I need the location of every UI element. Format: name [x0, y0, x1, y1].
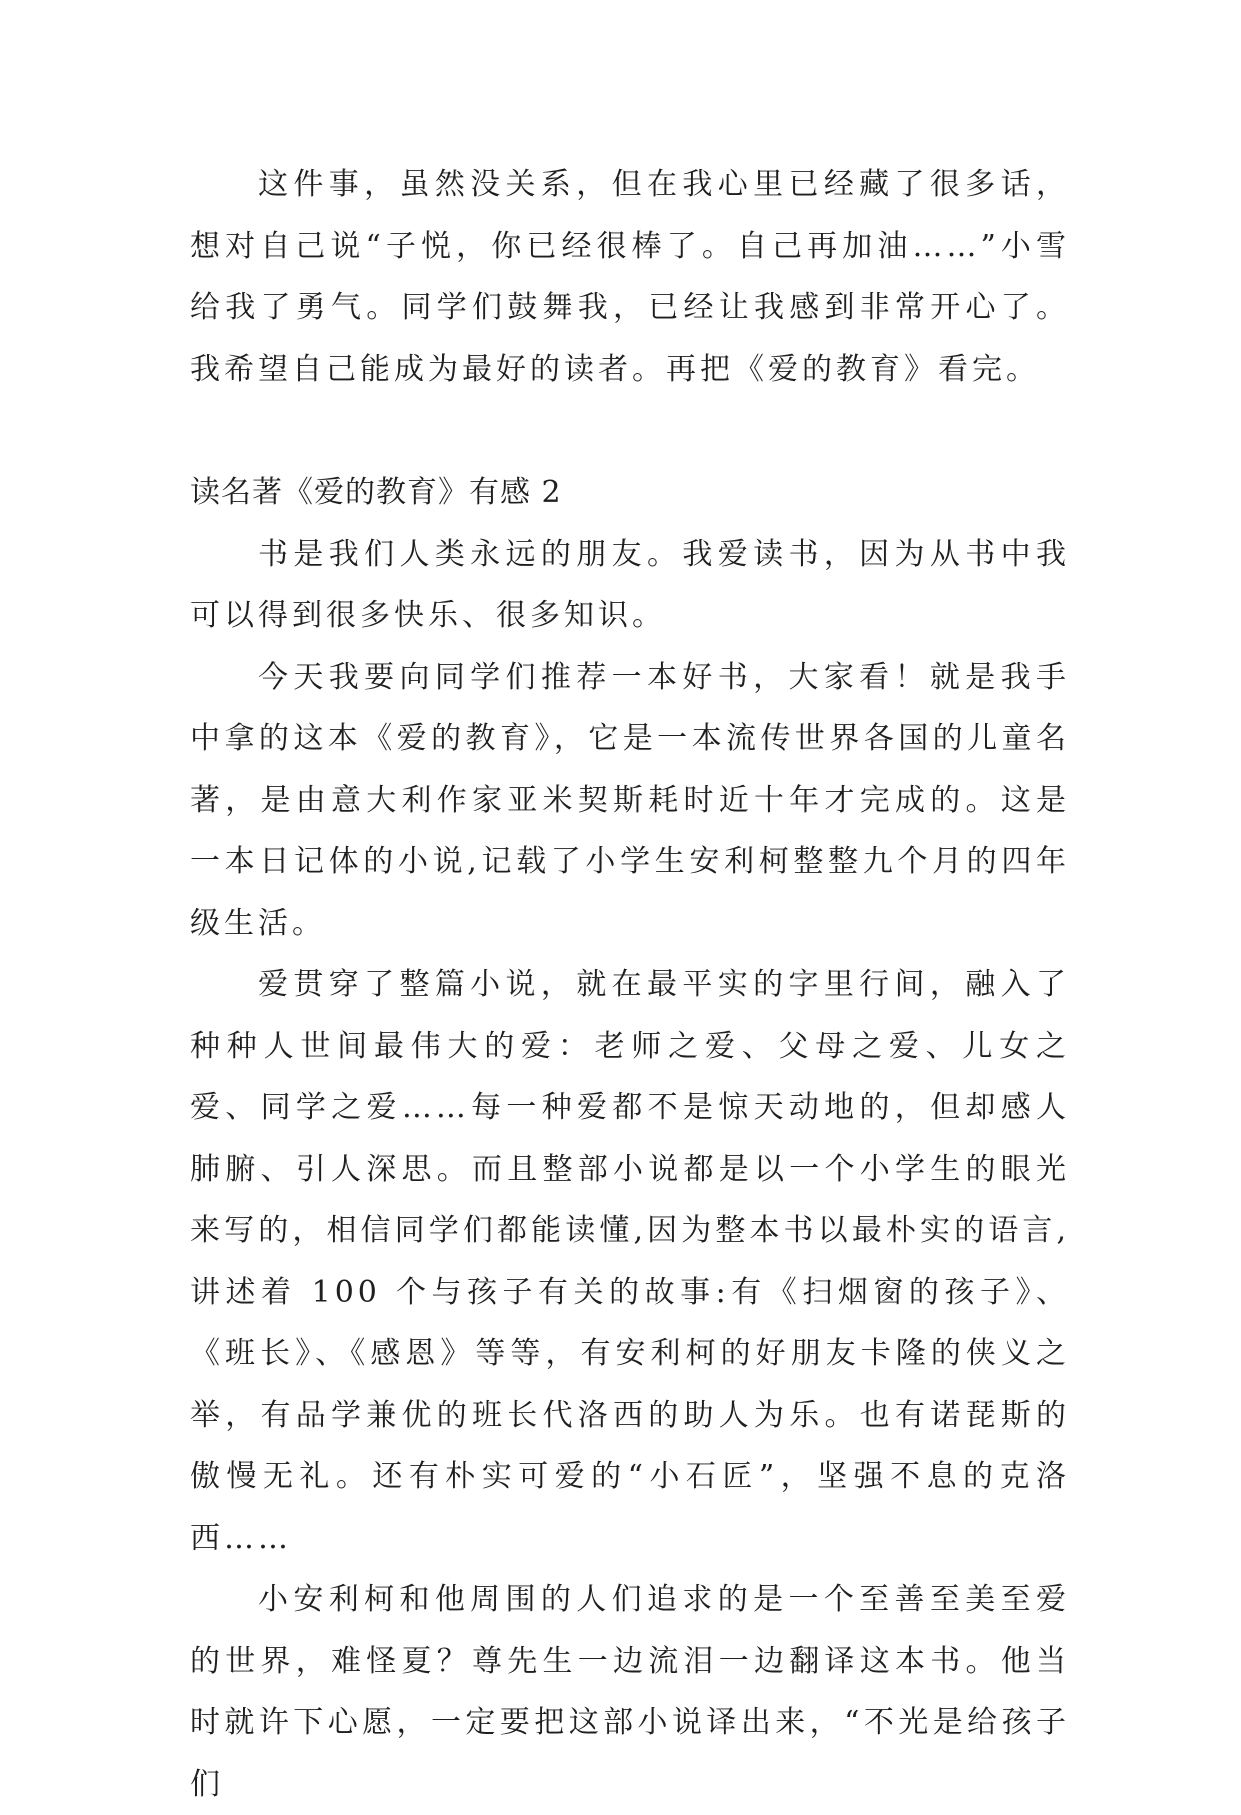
intro-paragraph: 这件事，虽然没关系，但在我心里已经藏了很多话，想对自己说“子悦，你已经很棒了。自己再加油……”小雪给我了勇气。同学们鼓舞我，已经让我感到非常开心了。我希望自己能成为最好的读者。再把《爱的教育》看完。 — [190, 167, 1070, 387]
document-body — [190, 154, 1070, 1815]
paragraph-4: 小安利柯和他周围的人们追求的是一个至善至美至爱的世界，难怪夏？尊先生一边流泪一边翻译这本书。他当时就许下心愿，一定要把这部小说译出来，“不光是给孩子们 — [190, 1582, 1070, 1802]
paragraph-1: 书是我们人类永远的朋友。我爱读书，因为从书中我可以得到很多快乐、很多知识。 — [190, 536, 1070, 633]
paragraph-2: 今天我要向同学们推荐一本好书，大家看！就是我手中拿的这本《爱的教育》，它是一本流传世界各国的儿童名著，是由意大利作家亚米契斯耗时近十年才完成的。这是一本日记体的小说,记载了小学生安利柯整整九个月的四年级生活。 — [190, 659, 1070, 941]
section-title: 读名著《爱的教育》有感 2 — [190, 475, 562, 510]
paragraph-3: 爱贯穿了整篇小说，就在最平实的字里行间，融入了种种人世间最伟大的爱：老师之爱、父母之爱、儿女之爱、同学之爱……每一种爱都不是惊天动地的，但却感人肺腑、引人深思。而且整部小说都是以一个小学生的眼光来写的，相信同学们都能读懂,因为整本书以最朴实的语言,讲述着 100 个与孩子有关的故事:有《扫烟窗的孩子》、《班长》、《感恩》等等，有安利柯的好朋友卡隆的侠义之举，有品学兼优的班长代洛西的助人为乐。也有诺琵斯的傲慢无礼。还有朴实可爱的“小石匠”，坚强不息的克洛西…… — [190, 967, 1070, 1556]
section-spacer — [190, 400, 1070, 462]
